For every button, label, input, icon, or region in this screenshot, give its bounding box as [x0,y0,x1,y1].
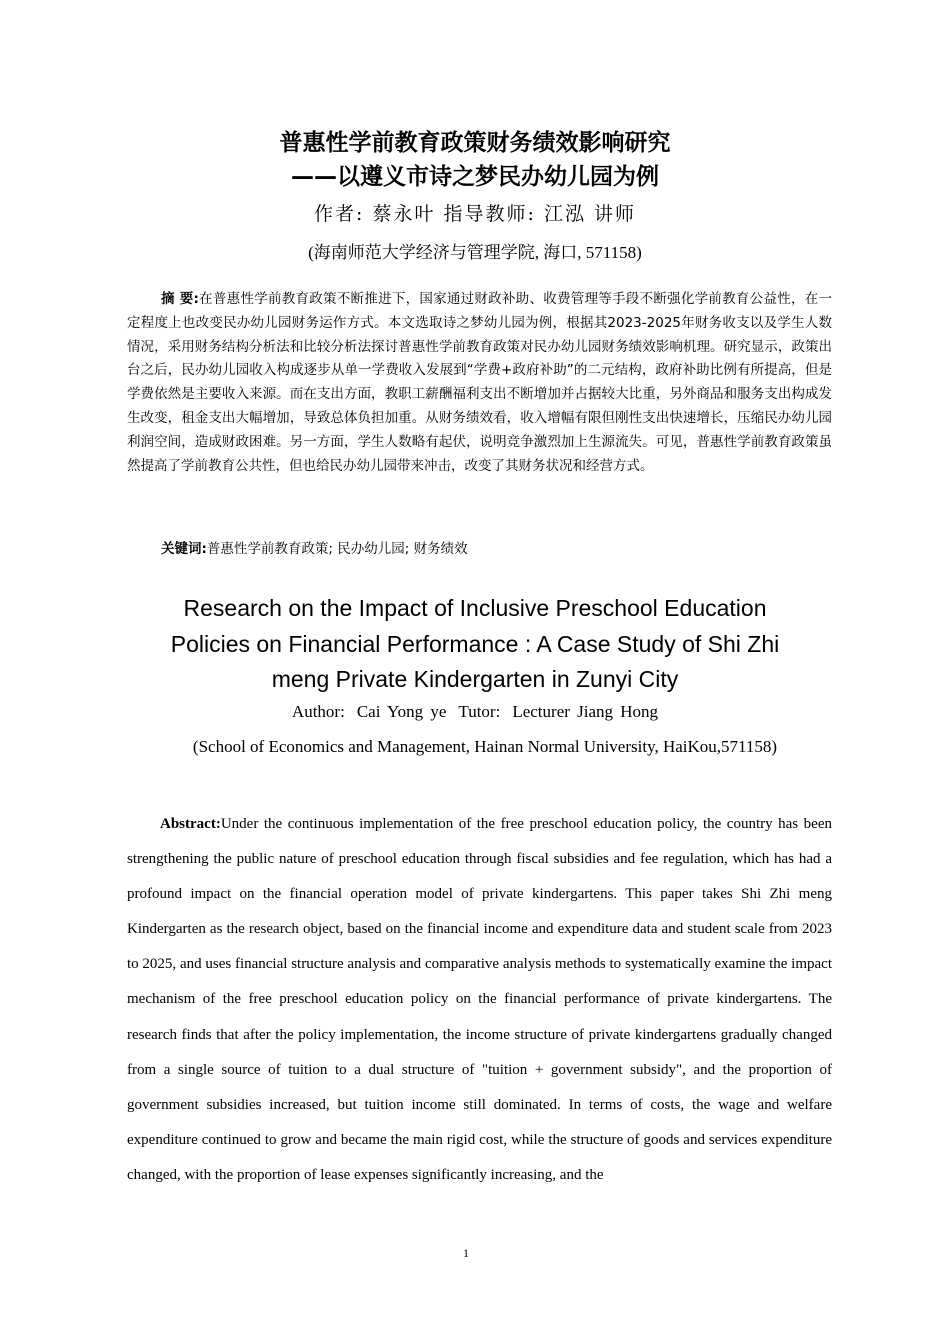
chinese-title-line-1: 普惠性学前教育政策财务绩效影响研究 [279,130,671,156]
chinese-abstract-label: 摘 要: [161,291,199,307]
tutor-name: Lecturer Jiang Hong [512,702,659,721]
english-title: Research on the Impact of Inclusive Preschool Education Policies on Financial Performance : A Case Study of Shi Zhi meng Private Kindergarten in Zunyi City [170,595,780,692]
author-name: Cai Yong ye [356,702,447,721]
chinese-author-line: 作者: 蔡永叶 指导教师: 江泓 讲师 [314,203,636,225]
english-abstract [127,807,832,1193]
author-label: Author: [291,702,345,721]
page-number: 1 [463,1246,469,1260]
chinese-keywords-text: 普惠性学前教育政策; 民办幼儿园; 财务绩效 [206,541,468,557]
chinese-abstract-text: 在普惠性学前教育政策不断推进下，国家通过财政补助、收费管理等手段不断强化学前教育公益性，在一定程度上也改变民办幼儿园财务运作方式。本文选取诗之梦幼儿园为例，根据其2023-2025年财务收支以及学生人数情况，采用财务结构分析法和比较分析法探讨普惠性学前教育政策对民办幼儿园财务绩效影响机理。研究显示，政策出台之后，民办幼儿园收入构成逐步从单一学费收入发展到“学费+政府补助”的二元结构，政府补助比例有所提高，但是学费依然是主要收入来源。而在支出方面，教职工薪酬福利支出不断增加并占据较大比重，另外商品和服务支出构成发生改变，租金支出大幅增加，导致总体负担加重。从财务绩效看，收入增幅有限但刚性支出快速增长，压缩民办幼儿园利润空间，造成财政困难。另一方面，学生人数略有起伏，说明竞争激烈加上生源流失。可见，普惠性学前教育政策虽然提高了学前教育公共性，但也给民办幼儿园带来冲击，改变了其财务状况和经营方式。 [127,291,832,474]
english-abstract-text: Under the continuous implementation of the free preschool education policy, the country has been strengthening the public nature of preschool education through fiscal subsidies and fee regulation, which has had a profound impact on the financial operation model of private kindergartens. This paper takes Shi Zhi meng Kindergarten as the research object, based on the financial income and expenditure data and student scale from 2023 to 2025, and uses financial structure analysis and comparative analysis methods to systematically examine the impact mechanism of the free preschool education policy on the financial performance of private kindergartens. The research finds that after the policy implementation, the income structure of private kindergartens gradually changed from a single source of tuition to a dual structure of "tuition + government subsidy", and the proportion of government subsidies increased, but tuition income still dominated. In terms of costs, the wage and welfare expenditure continued to grow and became the main rigid cost, while the structure of goods and services expenditure changed, with the proportion of lease expenses significantly increasing, and the [127,816,832,1183]
english-abstract-label: Abstract: [160,816,221,832]
english-affiliation: (School of Economics and Management, Hainan Normal University, HaiKou,571158) [192,737,778,756]
tutor-label: Tutor: [458,702,501,721]
chinese-affiliation: (海南师范大学经济与管理学院, 海口, 571158) [308,243,642,262]
chinese-title-line-2: ——以遵义市诗之梦民办幼儿园为例 [291,164,659,190]
chinese-keywords [161,537,841,561]
chinese-keywords-label: 关键词: [161,541,207,557]
chinese-abstract [127,288,832,478]
english-author-line [0,702,950,722]
